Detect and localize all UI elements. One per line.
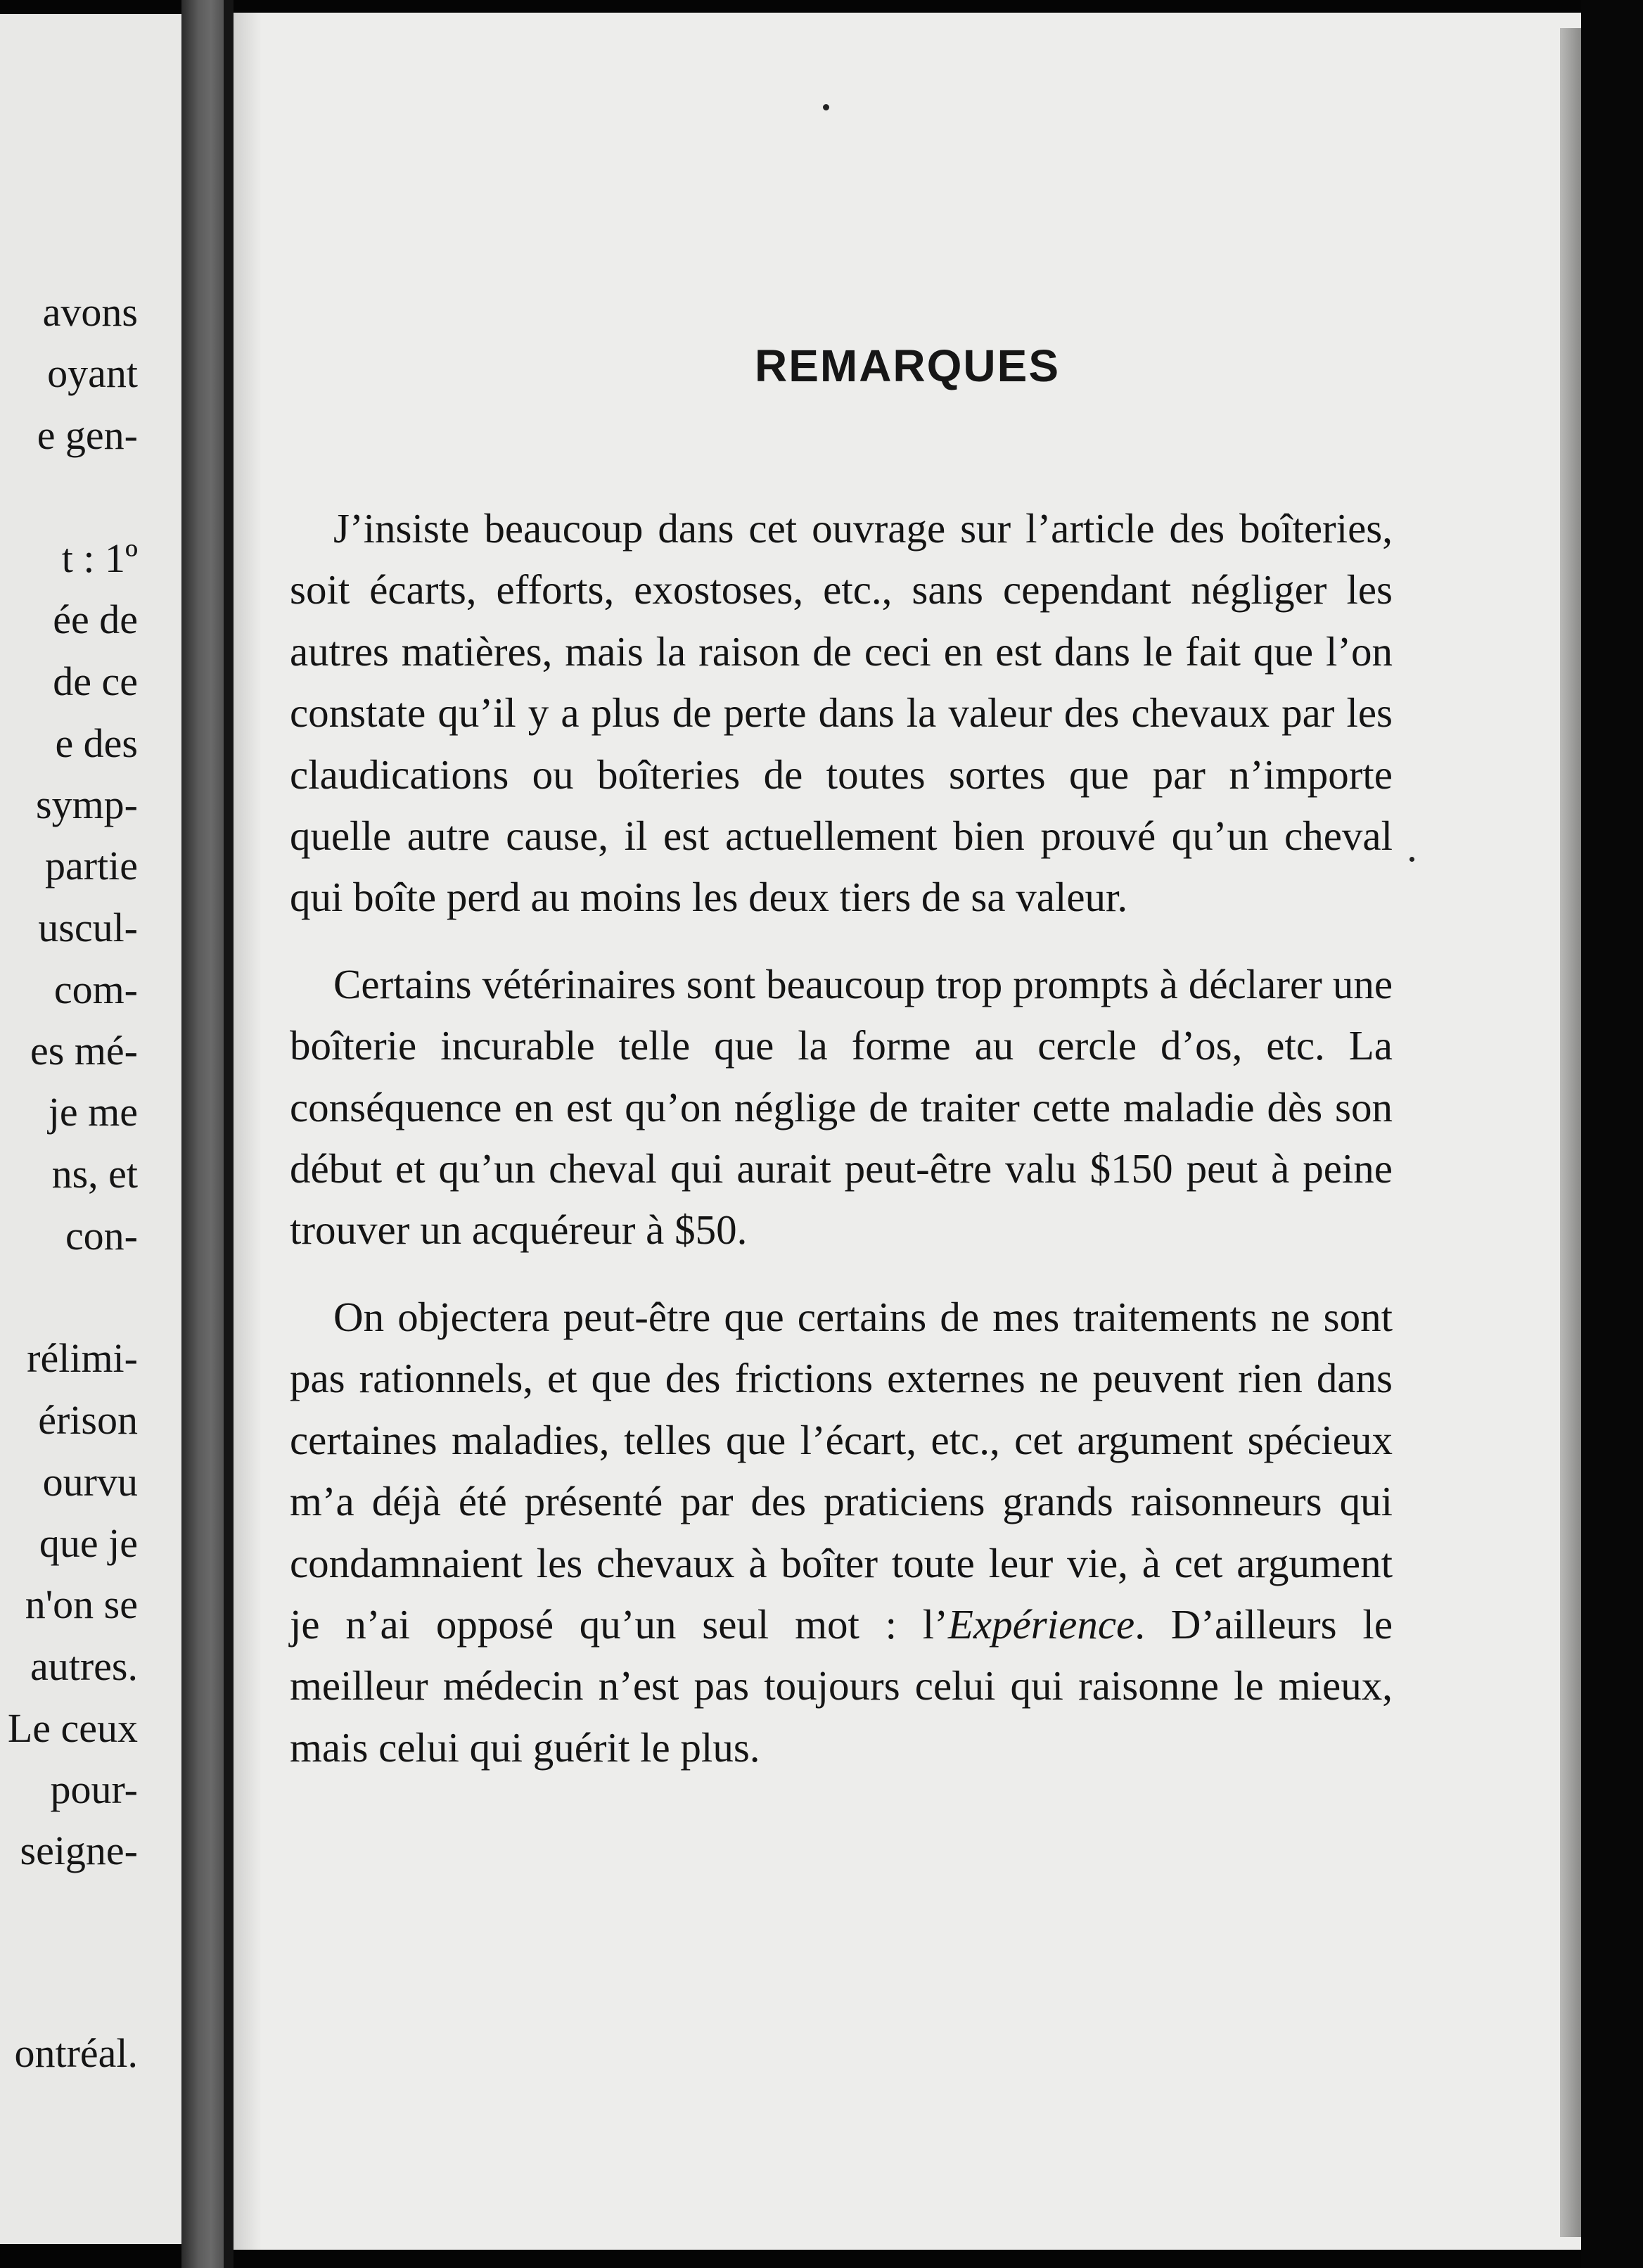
gutter-edge xyxy=(224,0,234,2268)
left-page-line: ourvu xyxy=(42,1459,138,1505)
page-title: REMARQUES xyxy=(754,340,1061,391)
paragraph-3-end: . D’ailleurs le meilleur médecin n’est pas toujours celui qui raisonne le mieux, mais celui qui guérit le plus. xyxy=(290,1600,1393,1771)
body-text xyxy=(290,498,1393,1804)
left-page-line: ontréal. xyxy=(14,2030,138,2076)
paragraph-3 xyxy=(290,1287,1393,1778)
ink-speck xyxy=(1409,857,1414,862)
left-page-line: que je xyxy=(39,1520,138,1566)
left-page-fragment xyxy=(0,14,181,2244)
left-page-line: com- xyxy=(53,967,138,1012)
left-page-line: e gen- xyxy=(37,412,138,458)
left-page-line: rélimi- xyxy=(27,1335,138,1381)
left-page-line: con- xyxy=(65,1213,138,1259)
left-page-line: ée de xyxy=(53,597,138,642)
left-page-line: de ce xyxy=(53,658,138,704)
main-page xyxy=(234,13,1581,2250)
page-edge-strip xyxy=(1560,28,1581,2237)
left-page-line: avons xyxy=(42,289,138,335)
left-page-line: uscul- xyxy=(38,905,138,950)
paragraph-2: Certains vétérinaires sont beaucoup trop prompts à déclarer une boîterie incurable telle que la forme au cercle d’os, etc. La conséquence en est qu’on néglige de traiter cette maladie dès son début et qu’un cheval qui aurait peut-être valu $150 peut à peine trouver un acquéreur à $50. xyxy=(290,960,1393,1254)
scan-border-right xyxy=(1581,0,1643,2268)
emphasis-experience: Expérience xyxy=(947,1600,1135,1648)
left-page-line: partie xyxy=(44,843,138,888)
left-page-line: oyant xyxy=(47,350,138,396)
left-page-line: pour- xyxy=(50,1766,138,1812)
left-page-line: e des xyxy=(55,720,138,766)
left-page-line: érison xyxy=(38,1397,138,1443)
left-page-line: symp- xyxy=(36,782,138,827)
left-page-line: t : 1º xyxy=(61,535,138,581)
left-page-line: es mé- xyxy=(30,1028,138,1074)
left-page-line: n'on se xyxy=(25,1581,138,1627)
left-page-line: Le ceux xyxy=(7,1705,138,1751)
left-page-line: ns, et xyxy=(51,1151,138,1197)
ink-speck xyxy=(823,104,829,110)
paragraph-1: J’insiste beaucoup dans cet ouvrage sur l’article des boîteries, soit écarts, efforts, exostoses, etc., sans cependant négliger les autres matières, mais la raison de ceci en est dans le fait que l’on constate qu’il y a plus de perte dans la valeur des chevaux par les claudications ou boîteries de toutes sortes que par n’importe quelle autre cause, il est actuellement bien prouvé qu’un cheval qui boîte perd au moins les deux tiers de sa valeur. xyxy=(290,505,1393,921)
left-page-line: autres. xyxy=(30,1643,138,1689)
left-page-line: je me xyxy=(48,1089,138,1135)
paragraph-3-start: On objectera peut-être que certains de mes traitements ne sont pas rationnels, et que des frictions externes ne peuvent rien dans certaines maladies, telles que l’écart, etc., cet argument spécieux m’a déjà été présenté par des praticiens grands raisonneurs qui condamnaient les chevaux à boîter toute leur vie, à cet argument je n’ai opposé qu’un seul mot : l’ xyxy=(290,1293,1393,1648)
left-page-line: seigne- xyxy=(20,1828,138,1873)
